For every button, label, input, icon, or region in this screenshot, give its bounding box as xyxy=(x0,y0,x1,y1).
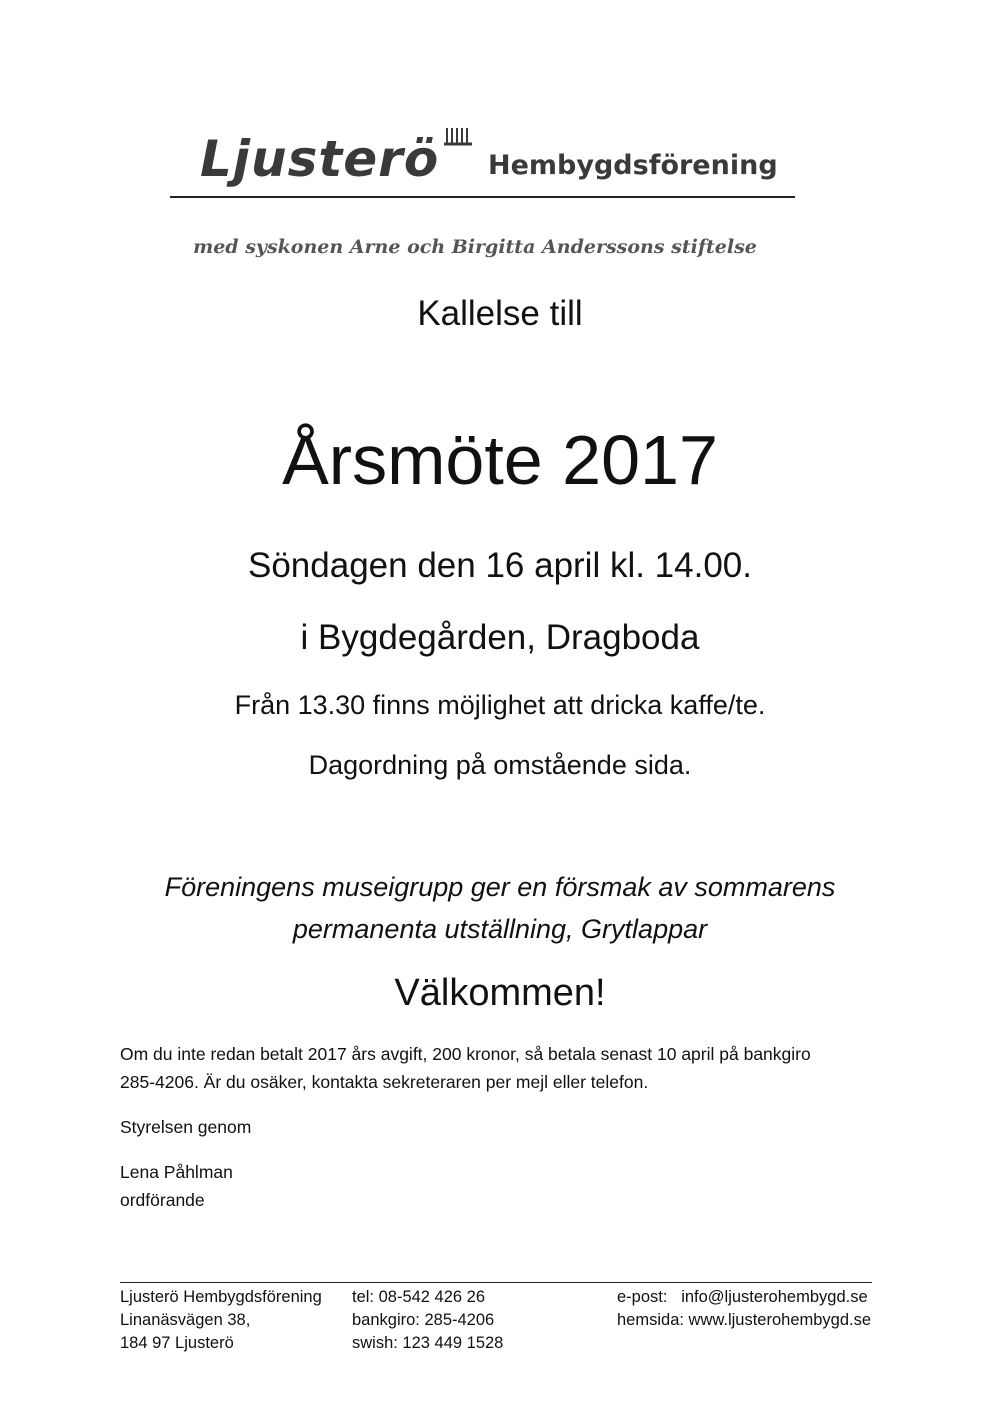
logo xyxy=(200,118,800,198)
tagline: med syskonen Arne och Birgitta Anderssons stiftelse xyxy=(193,236,757,258)
coffee-note: Från 13.30 finns möjlighet att dricka kaffe/te. xyxy=(234,690,766,720)
signature-block xyxy=(120,1158,900,1214)
fee-line-2: 285-4206. Är du osäker, kontakta sekreteraren per mejl eller telefon. xyxy=(120,1072,649,1092)
footer-postal: 184 97 Ljusterö xyxy=(120,1334,234,1352)
footer-bankgiro: bankgiro: 285-4206 xyxy=(352,1311,495,1329)
footer-payment xyxy=(352,1286,503,1355)
fee-line-1: Om du inte redan betalt 2017 års avgift, 200 kronor, så betala senast 10 april på bankgiro xyxy=(120,1044,811,1064)
footer-divider xyxy=(120,1282,872,1283)
meeting-place: i Bygdegården, Dragboda xyxy=(300,618,700,657)
signer-title: ordförande xyxy=(120,1190,205,1210)
agenda-note: Dagordning på omstående sida. xyxy=(308,750,692,780)
invitation-intro: Kallelse till xyxy=(417,294,583,333)
museum-note xyxy=(0,866,1000,950)
logo-main-text: Ljusterö xyxy=(200,130,440,188)
signer-name: Lena Påhlman xyxy=(120,1162,233,1182)
museum-line-1: Föreningens museigrupp ger en försmak av sommarens xyxy=(164,872,836,902)
footer-address xyxy=(120,1286,322,1355)
footer-swish: swish: 123 449 1528 xyxy=(352,1334,504,1352)
footer-street: Linanäsvägen 38, xyxy=(120,1311,251,1329)
logo-divider xyxy=(170,196,795,198)
meeting-date: Söndagen den 16 april kl. 14.00. xyxy=(248,546,752,585)
footer-email: e-post: info@ljusterohembygd.se xyxy=(617,1288,868,1306)
footer-website: hemsida: www.ljusterohembygd.se xyxy=(617,1311,872,1329)
rake-icon xyxy=(440,122,476,152)
footer-contact xyxy=(617,1286,871,1332)
page-title: Årsmöte 2017 xyxy=(282,421,718,499)
museum-line-2: permanenta utställning, Grytlappar xyxy=(292,914,708,944)
footer-org-name: Ljusterö Hembygdsförening xyxy=(120,1288,322,1306)
fee-paragraph xyxy=(120,1040,900,1096)
logo-sub-text: Hembygdsförening xyxy=(488,150,778,181)
welcome-text: Välkommen! xyxy=(394,972,606,1014)
footer-tel: tel: 08-542 426 26 xyxy=(352,1288,486,1306)
signoff: Styrelsen genom xyxy=(120,1117,252,1137)
